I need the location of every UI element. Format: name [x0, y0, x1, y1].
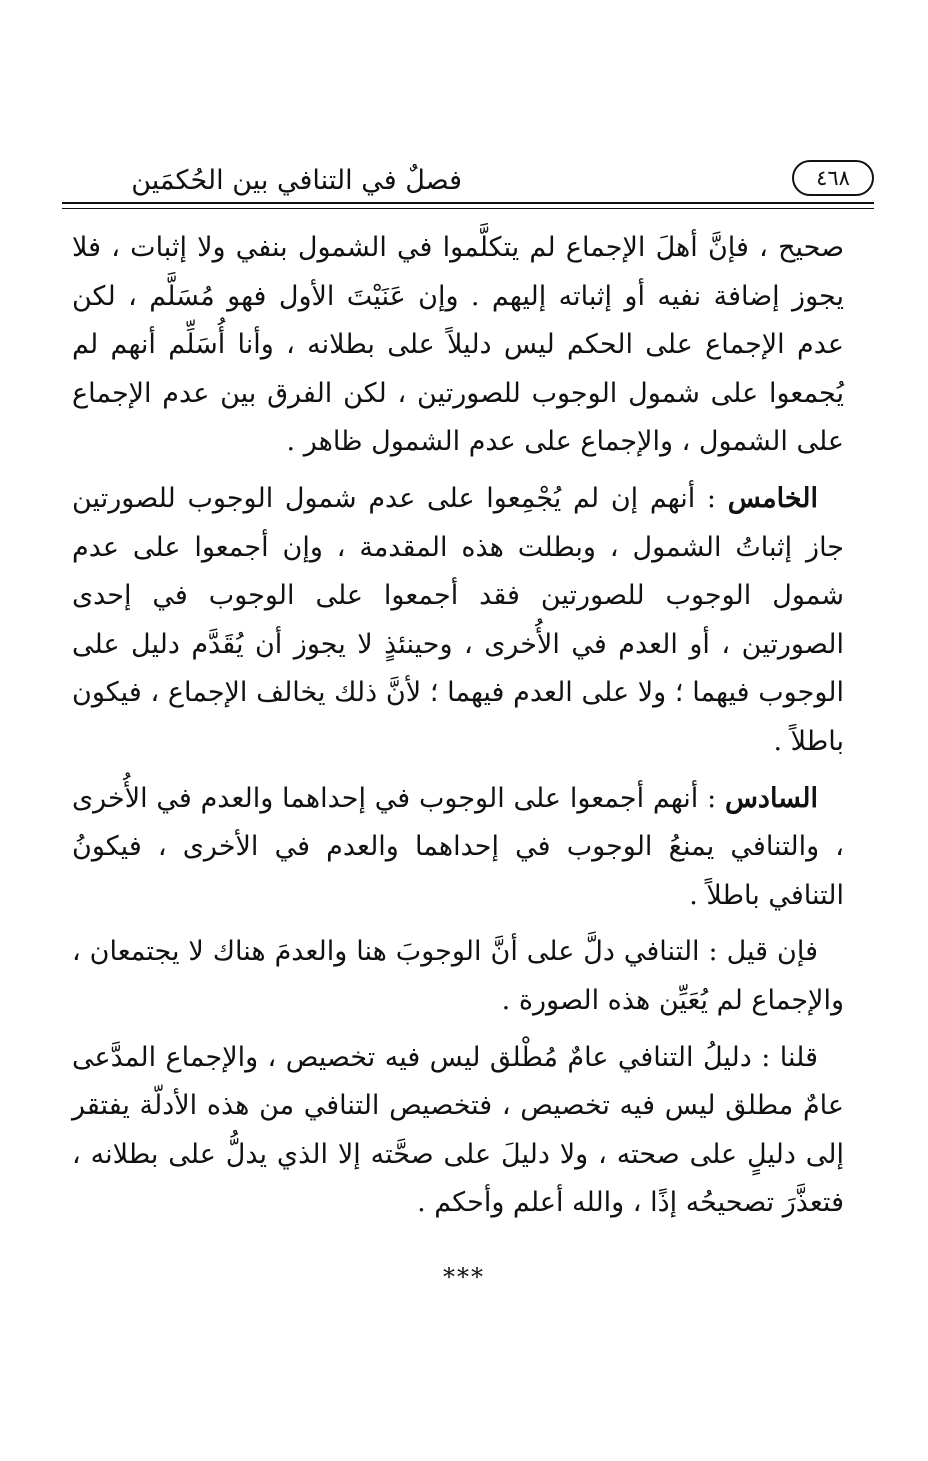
paragraph-text: فإن قيل : التنافي دلَّ على أنَّ الوجوبَ هنا والعدمَ هناك لا يجتمعان ، والإجماع لم يُعَيِّن هذه الصورة . — [72, 936, 844, 1016]
paragraph-lead: السادس — [724, 782, 818, 814]
page-header — [62, 150, 874, 212]
section-end-ornament: *** — [443, 1263, 485, 1291]
paragraph-3 — [72, 775, 844, 921]
paragraph-text: صحيح ، فإنَّ أهلَ الإجماع لم يتكلَّموا في الشمول بنفي ولا إثبات ، فلا يجوز إضافة نفيه أو إثباته إليهم . وإن عَنَيْتَ الأول فهو مُسَلَّم ، لكن عدم الإجماع على الحكم ليس دليلاً على بطلانه ، وأنا أُسَلِّم أنهم لم يُجمعوا على شمول الوجوب للصورتين ، لكن الفرق بين عدم الإجماع على الشمول ، والإجماع على عدم الشمول ظاهر . — [72, 232, 844, 458]
paragraph-4 — [72, 928, 844, 1025]
paragraph-lead: الخامس — [727, 482, 818, 514]
paragraph-2 — [72, 475, 844, 767]
paragraph-1 — [72, 224, 844, 467]
header-rule-thin — [62, 208, 874, 209]
paragraph-text: قلنا : دليلُ التنافي عامٌ مُطْلق ليس فيه تخصيص ، والإجماع المدَّعى عامٌ مطلق ليس فيه تخصيص ، فتخصيص التنافي من هذه الأدلّة يفتقر إلى دليلٍ على صحته ، ولا دليلَ على صحَّته إلا الذي يدلُّ على بطلانه ، فتعذَّرَ تصحيحُه إذًا ، والله أعلم وأحكم . — [72, 1041, 844, 1219]
paragraph-text: : أنهم إن لم يُجْمِعوا على عدم شمول الوجوب للصورتين جاز إثباتُ الشمول ، وبطلت هذه المقدمة ، وإن أجمعوا على عدم شمول الوجوب للصورتين فقد أجمعوا على الوجوب في إحدى الصورتين ، أو العدم في الأُخرى ، وحينئذٍ لا يجوز أن يُقَدَّم دليل على الوجوب فيهما ؛ ولا على العدم فيهما ؛ لأنَّ ذلك يخالف الإجماع ، فيكون باطلاً . — [72, 482, 844, 757]
running-title: فصلٌ في التنافي بين الحُكمَين — [131, 165, 462, 196]
header-rule-thick — [62, 202, 874, 204]
paragraph-text: : أنهم أجمعوا على الوجوب في إحداهما والعدم في الأُخرى ، والتنافي يمنعُ الوجوب في إحداهما والعدم في الأخرى ، فيكونُ التنافي باطلاً . — [72, 782, 844, 911]
page-number-badge: ٤٦٨ — [792, 160, 874, 196]
body-text — [72, 224, 844, 1228]
paragraph-5 — [72, 1034, 844, 1228]
